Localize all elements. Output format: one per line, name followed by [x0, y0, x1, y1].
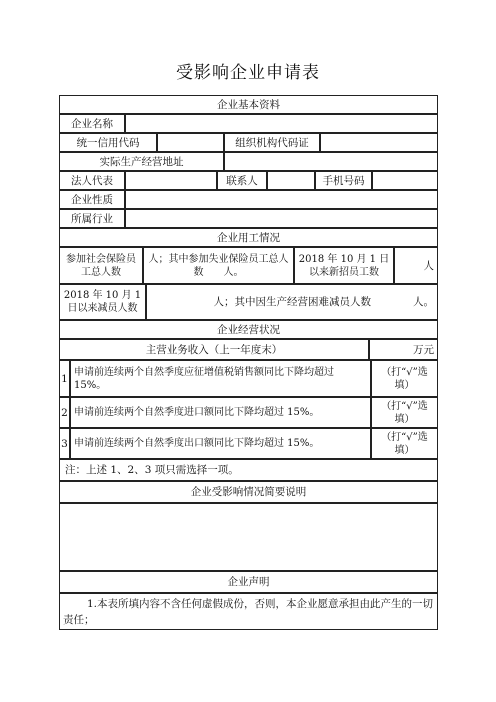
phone-field[interactable]: [372, 171, 438, 190]
credit-code-field[interactable]: [157, 133, 224, 152]
reduced-label: 2018 年 10 月 1 日以来减员人数: [59, 284, 146, 320]
page-title: 受影响企业申请表: [176, 63, 320, 83]
reduced-detail: 人；其中因生产经营困难减员人数 人。: [146, 284, 438, 320]
item-1-number: 1: [59, 360, 70, 397]
address-label: 实际生产经营地址: [59, 152, 224, 171]
item-3-text: 申请前连续两个自然季度出口额同比下降均超过 15%。: [70, 428, 371, 459]
company-name-field[interactable]: [125, 114, 438, 133]
contact-label: 联系人: [217, 171, 267, 190]
nature-field[interactable]: [125, 190, 438, 209]
industry-field[interactable]: [125, 209, 438, 228]
address-field[interactable]: [224, 152, 438, 171]
declaration-header: 企业声明: [59, 571, 438, 593]
insured-total-label: 参加社会保险员工总人数: [59, 247, 143, 284]
impact-description-field[interactable]: [59, 503, 438, 571]
item-2-text: 申请前连续两个自然季度进口额同比下降均超过 15%。: [70, 397, 371, 428]
application-form: [59, 95, 438, 630]
operations-header: 企业经营状况: [59, 320, 438, 339]
item-2-checkbox[interactable]: （打“√”选填）: [371, 397, 438, 428]
new-hires-unit: 人: [394, 247, 438, 284]
legal-rep-label: 法人代表: [59, 171, 125, 190]
revenue-unit: 万元: [369, 339, 438, 360]
declaration-text: 1.本表所填内容不含任何虚假成份，否则，本企业愿意承担由此产生的一切责任；: [59, 593, 438, 630]
company-name-label: 企业名称: [59, 114, 125, 133]
selection-note: 注：上述 1、2、3 项只需选择一项。: [59, 459, 438, 481]
org-code-field[interactable]: [320, 133, 438, 152]
unemployment-insured-text: 人；其中参加失业保险员工总人数 人。: [143, 247, 294, 284]
item-1-checkbox[interactable]: （打“√”选填）: [371, 360, 438, 397]
contact-field[interactable]: [267, 171, 315, 190]
legal-rep-field[interactable]: [125, 171, 217, 190]
item-3-number: 3: [59, 428, 70, 459]
phone-label: 手机号码: [315, 171, 372, 190]
item-3-checkbox[interactable]: （打“√”选填）: [371, 428, 438, 459]
item-2-number: 2: [59, 397, 70, 428]
nature-label: 企业性质: [59, 190, 125, 209]
item-1-text: 申请前连续两个自然季度应征增值税销售额同比下降均超过 15%。: [70, 360, 371, 397]
employment-header: 企业用工情况: [59, 228, 438, 247]
basic-info-header: 企业基本资料: [59, 95, 438, 114]
main-revenue-label: 主营业务收入（上一年度末）: [59, 339, 369, 360]
credit-code-label: 统一信用代码: [59, 133, 157, 152]
industry-label: 所属行业: [59, 209, 125, 228]
org-code-label: 组织机构代码证: [224, 133, 320, 152]
new-hires-label: 2018 年 10 月 1 日以来新招员工数: [294, 247, 394, 284]
impact-header: 企业受影响情况简要说明: [59, 481, 438, 503]
